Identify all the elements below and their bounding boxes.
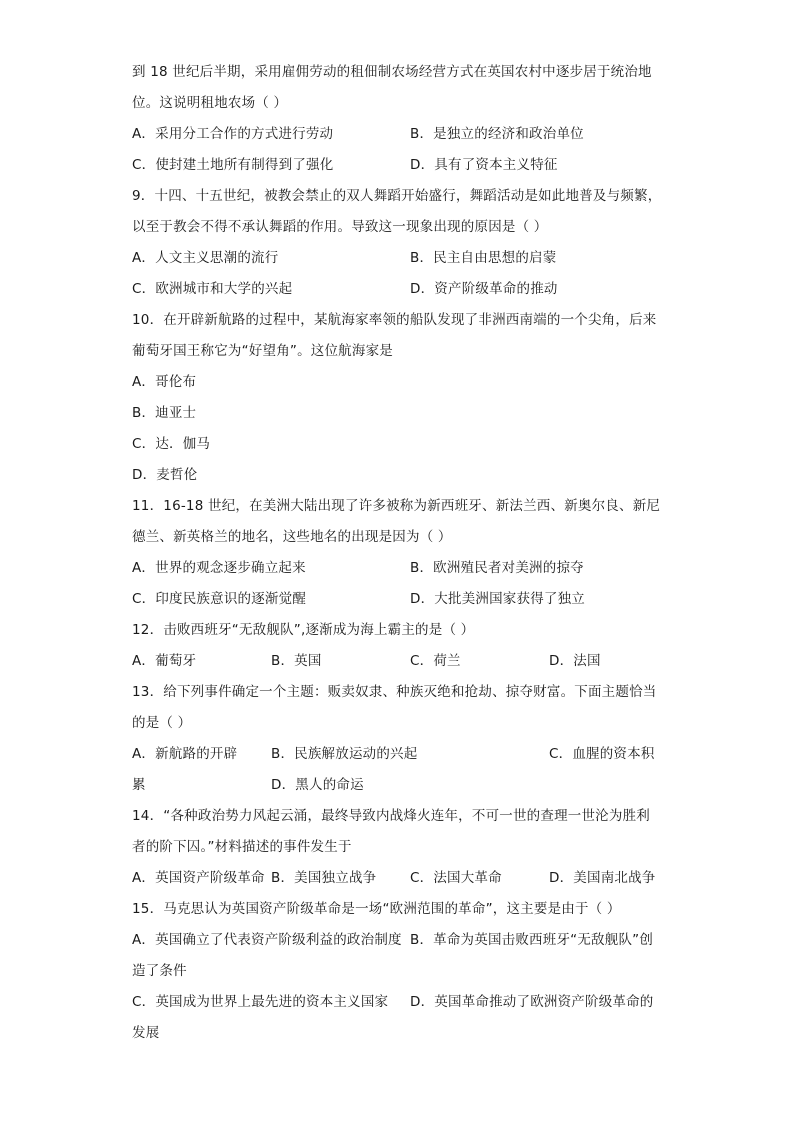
q13-stem-line1: 13．给下列事件确定一个主题：贩卖奴隶、种族灭绝和抢劫、掠夺财富。下面主题恰当 (132, 684, 657, 700)
q10-option-a[interactable]: A．哥伦布 (132, 374, 197, 390)
q10-option-c[interactable]: C．达．伽马 (132, 436, 211, 452)
q11-option-a[interactable]: A．世界的观念逐步确立起来 (132, 560, 306, 576)
q9-option-b[interactable]: B．民主自由思想的启蒙 (410, 250, 557, 266)
q14-option-b[interactable]: B．美国独立战争 (271, 870, 377, 886)
q8-stem-line1: 到 18 世纪后半期，采用雇佣劳动的租佃制农场经营方式在英国农村中逐步居于统治地 (132, 64, 652, 80)
q14-option-a[interactable]: A．英国资产阶级革命 (132, 870, 265, 886)
q13-option-c[interactable]: C．血腥的资本积 (549, 746, 655, 762)
q15-option-d[interactable]: D．英国革命推动了欧洲资产阶级革命的 (410, 994, 654, 1010)
q10-stem-line1: 10．在开辟新航路的过程中，某航海家率领的船队发现了非洲西南端的一个尖角，后来 (132, 312, 657, 328)
q14-option-c[interactable]: C．法国大革命 (410, 870, 502, 886)
q11-stem-line1: 11．16-18 世纪，在美洲大陆出现了许多被称为新西班牙、新法兰西、新奥尔良、新尼 (132, 498, 661, 514)
q9-stem-line1: 9．十四、十五世纪，被教会禁止的双人舞蹈开始盛行，舞蹈活动是如此地普及与频繁， (132, 188, 662, 204)
q14-option-d[interactable]: D．美国南北战争 (549, 870, 656, 886)
q11-option-d[interactable]: D．大批美洲国家获得了独立 (410, 591, 585, 607)
q9-option-a[interactable]: A．人文主义思潮的流行 (132, 250, 279, 266)
q8-stem-line2: 位。这说明租地农场（ ） (132, 95, 288, 111)
q10-option-d[interactable]: D．麦哲伦 (132, 467, 198, 483)
q12-option-a[interactable]: A．葡萄牙 (132, 653, 197, 669)
q15-option-c[interactable]: C．英国成为世界上最先进的资本主义国家 (132, 994, 389, 1010)
q10-option-b[interactable]: B．迪亚士 (132, 405, 197, 421)
q11-option-c[interactable]: C．印度民族意识的逐渐觉醒 (132, 591, 307, 607)
q13-option-c-wrap: 累 (132, 777, 146, 793)
q14-stem-line2: 者的阶下囚。”材料描述的事件发生于 (132, 839, 352, 855)
q15-option-a[interactable]: A．英国确立了代表资产阶级利益的政治制度 (132, 932, 402, 948)
q12-option-b[interactable]: B．英国 (271, 653, 322, 669)
q9-option-c[interactable]: C．欧洲城市和大学的兴起 (132, 281, 293, 297)
q8-option-a[interactable]: A．采用分工合作的方式进行劳动 (132, 126, 334, 142)
q15-option-b[interactable]: B．革命为英国击败西班牙“无敌舰队”创 (410, 932, 654, 948)
q8-option-d[interactable]: D．具有了资本主义特征 (410, 157, 558, 173)
q13-option-d[interactable]: D．黑人的命运 (271, 777, 364, 793)
q10-stem-line2: 葡萄牙国王称它为“好望角”。这位航海家是 (132, 343, 393, 359)
q13-option-a[interactable]: A．新航路的开辟 (132, 746, 238, 762)
q13-option-b[interactable]: B．民族解放运动的兴起 (271, 746, 418, 762)
q11-option-b[interactable]: B．欧洲殖民者对美洲的掠夺 (410, 560, 584, 576)
q9-stem-line2: 以至于教会不得不承认舞蹈的作用。导致这一现象出现的原因是（ ） (132, 219, 548, 235)
q15-stem-line1: 15．马克思认为英国资产阶级革命是一场“欧洲范围的革命”，这主要是由于（ ） (132, 901, 621, 917)
q8-option-c[interactable]: C．使封建土地所有制得到了强化 (132, 157, 334, 173)
q12-option-d[interactable]: D．法国 (549, 653, 601, 669)
q12-stem-line1: 12．击败西班牙“无敌舰队”,逐渐成为海上霸主的是（ ） (132, 622, 475, 638)
q12-option-c[interactable]: C．荷兰 (410, 653, 461, 669)
q11-stem-line2: 德兰、新英格兰的地名，这些地名的出现是因为（ ） (132, 529, 452, 545)
q8-option-b[interactable]: B．是独立的经济和政治单位 (410, 126, 584, 142)
q14-stem-line1: 14．“各种政治势力风起云涌，最终导致内战烽火连年，不可一世的查理一世沦为胜利 (132, 808, 650, 824)
q15-option-d-wrap: 发展 (132, 1025, 160, 1041)
q9-option-d[interactable]: D．资产阶级革命的推动 (410, 281, 558, 297)
q13-stem-line2: 的是（ ） (132, 715, 192, 731)
q15-option-b-wrap: 造了条件 (132, 963, 187, 979)
